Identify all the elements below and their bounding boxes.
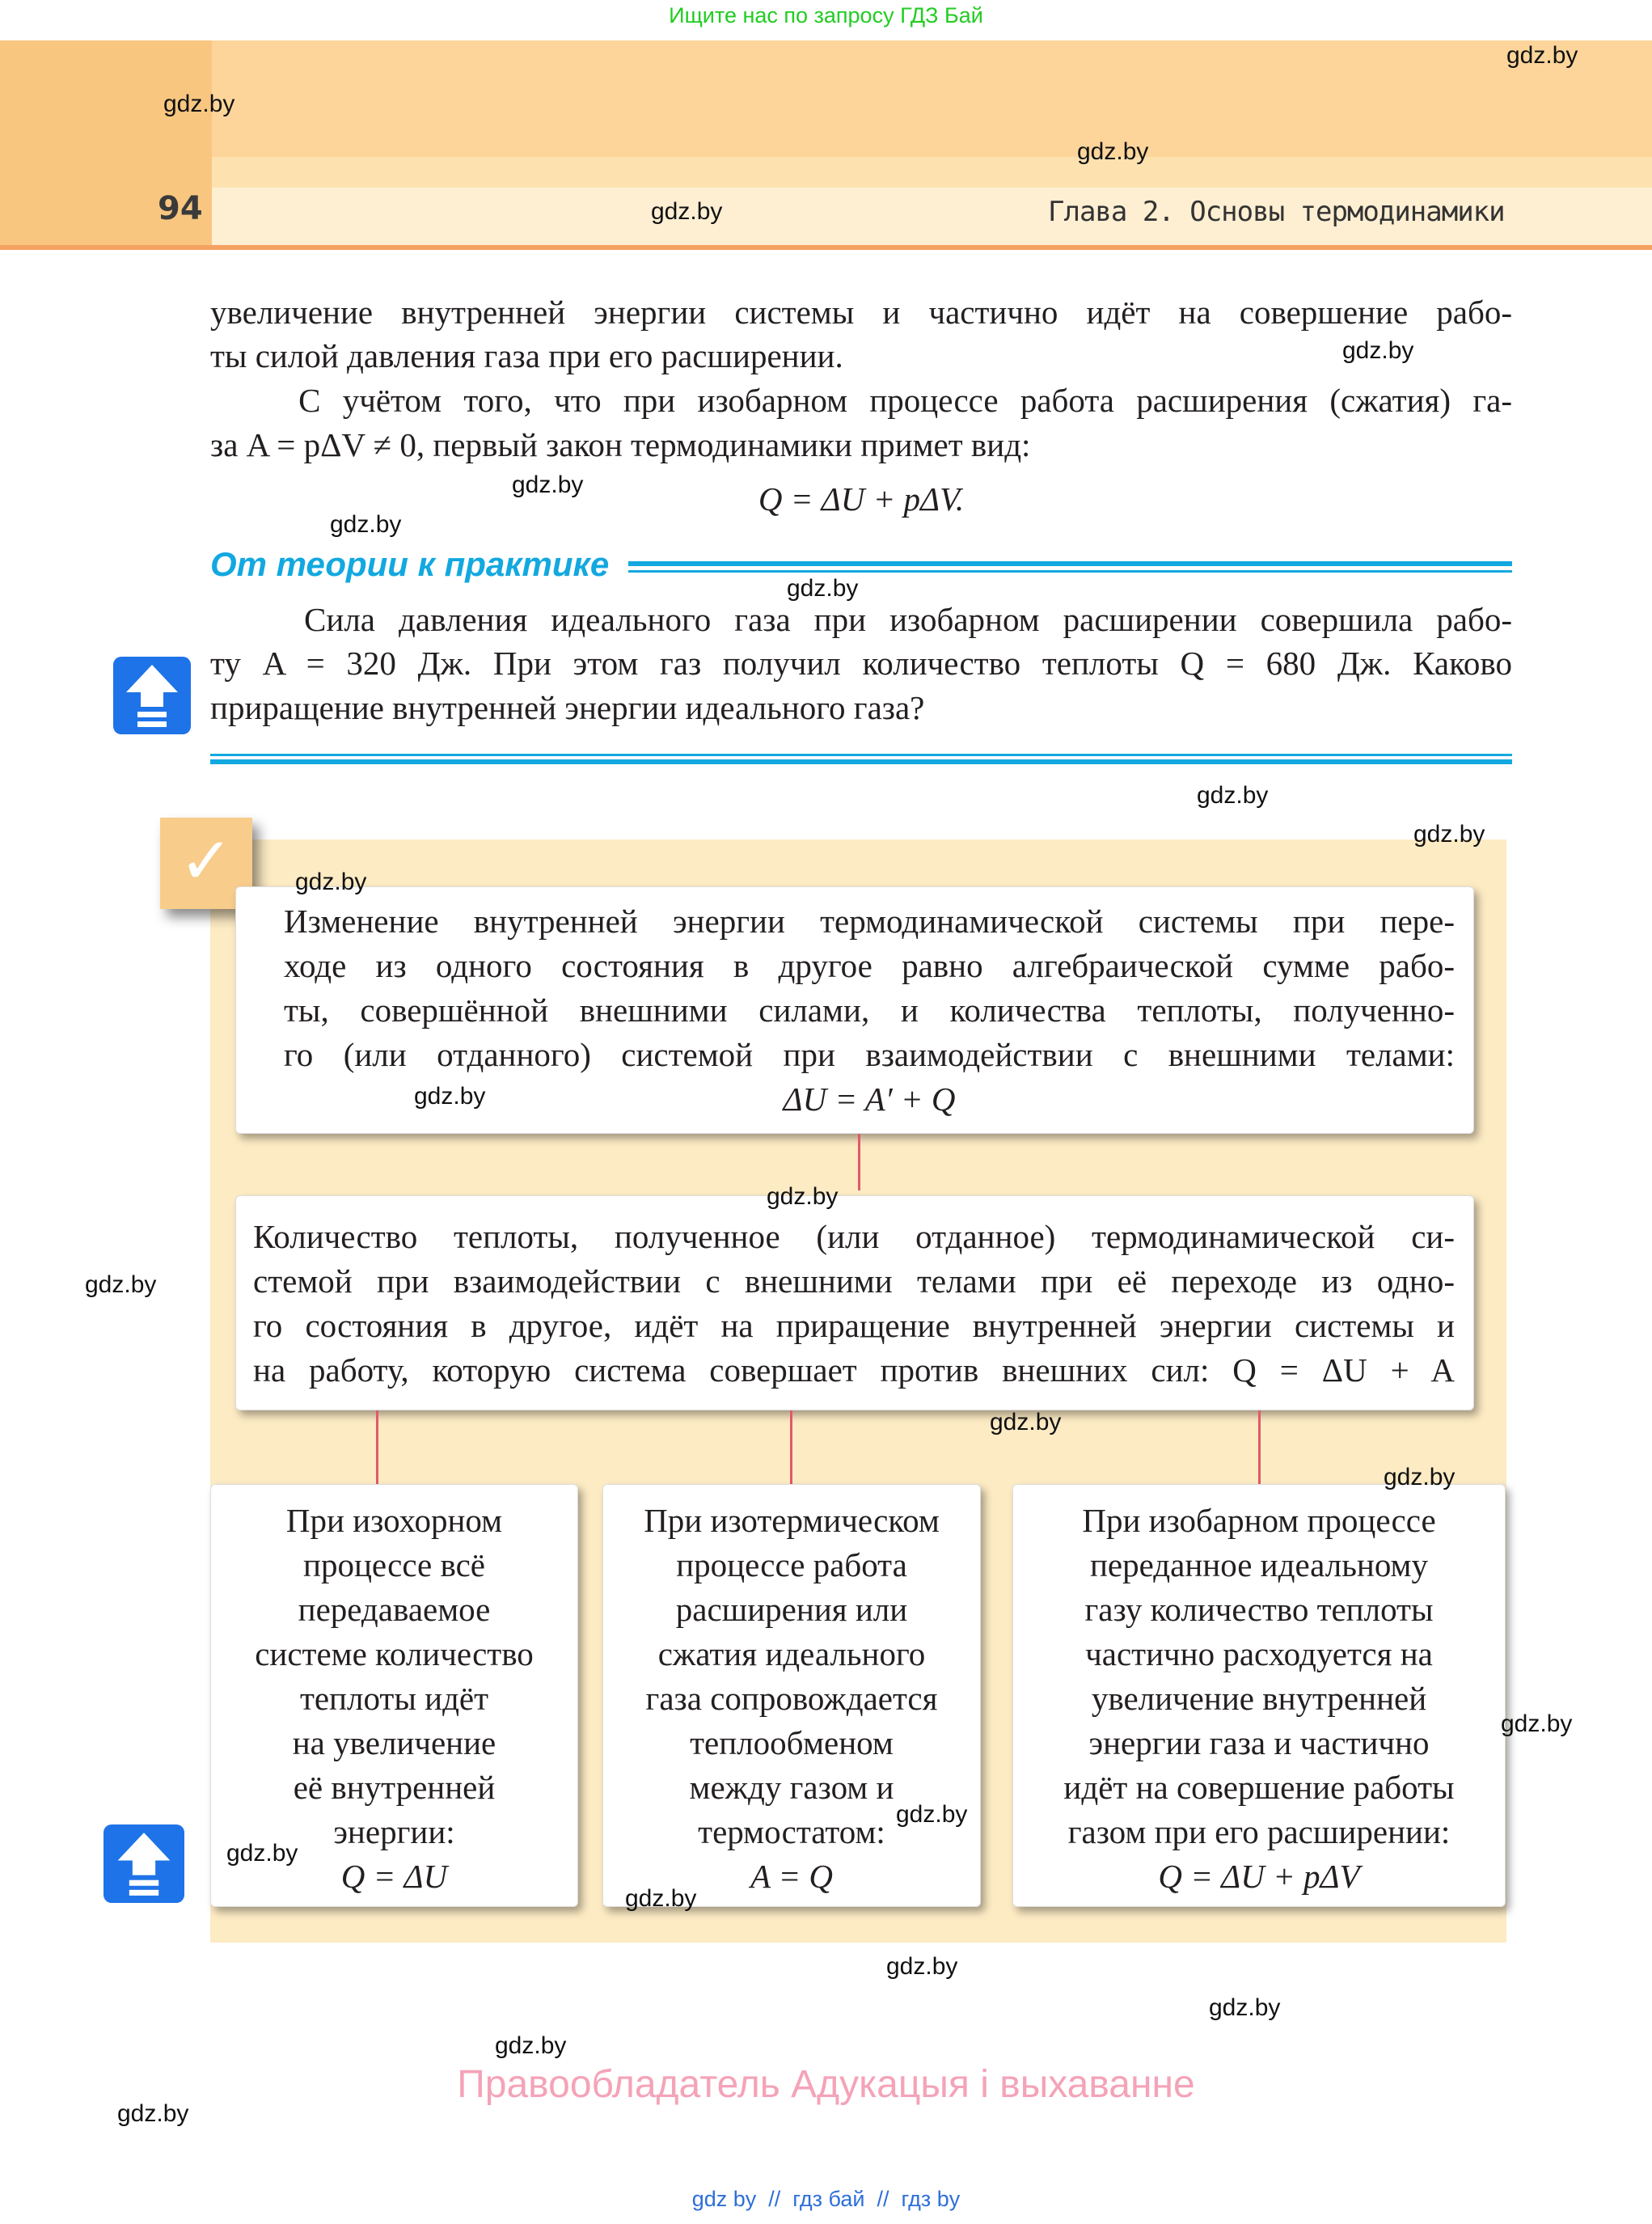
watermark: gdz.by	[1413, 821, 1485, 848]
chapter-title: Глава 2. Основы термодинамики	[1048, 196, 1505, 228]
box-isothermal: При изотермическом процессе работа расширения или сжатия идеального газа сопровождается теплообменом между газом и термостатом: A = Q	[602, 1484, 981, 1907]
practice-line: ту A = 320 Дж. При этом газ получил количество теплоты Q = 680 Дж. Каково	[210, 645, 1512, 682]
watermark: gdz.by	[512, 471, 584, 498]
watermark: gdz.by	[295, 869, 367, 895]
box-first-law: Изменение внутренней энергии термодинамической системы при пере- ходе из одного состояния в другое равно алгебраической сумме рабо- ты, совершённой внешними силами, и количества теплоты, полученно- го (или отданного) системой при взаимодействии с внешними телами: ΔU = A′ + Q	[235, 886, 1474, 1134]
practice-line: приращение внутренней энергии идеального газа?	[210, 689, 925, 726]
watermark: gdz.by	[767, 1183, 839, 1210]
watermark: gdz.by	[495, 2032, 567, 2059]
page-number: 94	[158, 190, 203, 227]
body-line: за A = pΔV ≠ 0, первый закон термодинамики примет вид:	[210, 426, 1031, 463]
watermark: gdz.by	[1077, 138, 1149, 165]
practice-line: Сила давления идеального газа при изобарном расширении совершила рабо-	[210, 601, 1512, 638]
copyright: Правообладатель Адукацыя і выхаванне	[457, 2063, 1195, 2106]
watermark: gdz.by	[990, 1409, 1062, 1435]
watermark: gdz.by	[1384, 1464, 1456, 1490]
connector	[1258, 1410, 1261, 1484]
watermark: gdz.by	[1506, 42, 1578, 69]
arrow-up-icon[interactable]	[104, 1824, 184, 1903]
divider	[628, 561, 1512, 566]
box-first-law-alt: Количество теплоты, полученное (или отданное) термодинамической си- стемой при взаимодействии с внешними телами при её переходе из одно- го состояния в другое, идёт на приращение внутренней энергии системы и на работу, которую система совершает против внешних сил: Q = ΔU + A	[235, 1195, 1474, 1410]
divider	[628, 570, 1512, 573]
connector	[858, 1134, 860, 1190]
watermark: gdz.by	[625, 1885, 697, 1912]
watermark: gdz.by	[85, 1271, 157, 1298]
top-note: Ищите нас по запросу ГДЗ Бай	[669, 3, 983, 27]
divider	[210, 759, 1512, 764]
body-line: С учётом того, что при изобарном процессе работа расширения (сжатия) га-	[210, 382, 1512, 419]
box-isochoric: При изохорном процессе всё передаваемое системе количество теплоты идёт на увеличение её внутренней энергии: Q = ΔU	[210, 1484, 578, 1907]
divider	[210, 754, 1512, 756]
body-line: увеличение внутренней энергии системы и частично идёт на совершение рабо-	[210, 294, 1512, 331]
connector	[376, 1410, 378, 1484]
box-isobaric: При изобарном процессе переданное идеальному газу количество теплоты частично расходуется на увеличение внутренней энергии газа и частично идёт на совершение работы газом при его расширении: Q = ΔU + pΔV	[1012, 1484, 1506, 1907]
practice-heading: От теории к практике	[210, 545, 610, 583]
footer-links[interactable]: gdz by // гдз бай // гдз by	[691, 2187, 961, 2211]
watermark: gdz.by	[163, 91, 235, 117]
watermark: gdz.by	[651, 198, 723, 225]
watermark: gdz.by	[1209, 1994, 1281, 2021]
watermark: gdz.by	[1197, 782, 1269, 809]
watermark: gdz.by	[1501, 1710, 1573, 1737]
watermark: gdz.by	[414, 1083, 486, 1110]
arrow-up-icon[interactable]	[113, 657, 191, 734]
formula: Q = ΔU + pΔV.	[758, 480, 965, 518]
watermark: gdz.by	[787, 575, 859, 602]
watermark: gdz.by	[896, 1801, 968, 1828]
watermark: gdz.by	[1342, 337, 1414, 364]
watermark: gdz.by	[886, 1953, 958, 1980]
watermark: gdz.by	[330, 511, 402, 538]
body-line: ты силой давления газа при его расширении.	[210, 337, 843, 374]
watermark: gdz.by	[226, 1840, 298, 1867]
checkmark-icon: ✓	[160, 818, 252, 909]
watermark: gdz.by	[117, 2100, 189, 2127]
connector	[790, 1410, 792, 1484]
